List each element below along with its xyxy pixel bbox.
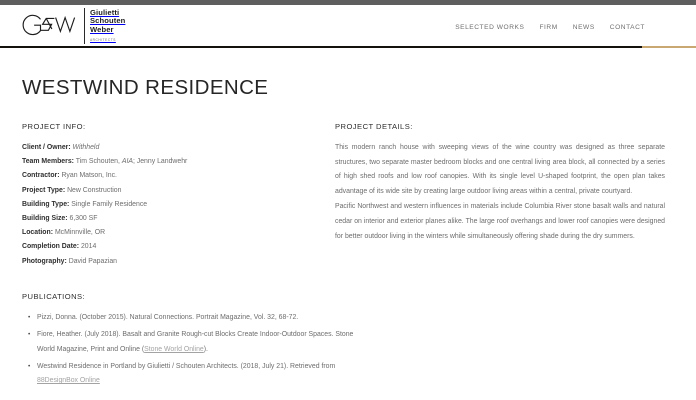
project-info-label: Building Size: <box>22 215 68 223</box>
header-divider-dark-segment <box>0 46 642 48</box>
logo-wordmark <box>84 8 125 44</box>
page-root <box>0 5 696 400</box>
header-divider-accent-segment <box>642 46 696 48</box>
project-info-label: Location: <box>22 229 54 237</box>
project-info-value: 2014 <box>80 243 97 251</box>
project-info-section <box>22 122 322 269</box>
gsw-monogram-icon <box>21 8 79 45</box>
main-content <box>0 55 696 392</box>
project-info-value: Ryan Matson, Inc. <box>61 172 117 180</box>
project-info-value: Single Family Residence <box>71 200 148 208</box>
project-info-row <box>22 198 322 212</box>
nav-item-contact[interactable]: CONTACT <box>609 24 645 31</box>
publication-citation-text: Pizzi, Donna. (October 2015). Natural Connections. Portrait Magazine, Vol. 32, 68-72. <box>37 313 299 321</box>
project-info-list <box>22 141 322 269</box>
page-title: WESTWIND RESIDENCE <box>22 76 269 99</box>
publication-item <box>37 311 362 325</box>
project-info-value: New Construction <box>67 186 122 194</box>
project-info-value-emphasis: AIA <box>121 158 133 166</box>
project-details-heading: PROJECT DETAILS: <box>335 122 413 131</box>
publication-citation-text-trailing: ). <box>203 345 208 353</box>
publication-link[interactable]: Stone World Online <box>144 345 204 353</box>
project-info-row <box>22 255 322 269</box>
main-navigation <box>455 24 645 31</box>
project-info-label: Contractor: <box>22 172 60 180</box>
publication-link[interactable]: 88DesignBox Online <box>37 377 100 385</box>
project-info-row <box>22 141 322 155</box>
project-details-body <box>335 141 665 244</box>
project-details-paragraph: This modern ranch house with sweeping views of the wine country was designed as three separate structures, two separate master bedroom blocks and one central living area block, all connected by a series of high shed roofs and low roof canopies. With its single level U-shaped footprint, the open plan takes advantage of its wide site by creating large outdoor living areas within a central, private courtyard. <box>335 144 665 195</box>
info-columns <box>0 100 696 269</box>
logo-tagline: ARCHITECTS <box>90 37 116 42</box>
project-info-row <box>22 240 322 254</box>
site-header <box>0 5 696 45</box>
project-info-label: Completion Date: <box>22 243 80 251</box>
publication-citation-text: Westwind Residence in Portland by Giulietti / Schouten Architects. (2018, July 21). Retrieved from <box>37 363 336 371</box>
logo-name-line-3: Weber <box>90 24 114 34</box>
publications-list <box>22 311 362 389</box>
project-info-label: Building Type: <box>22 200 70 208</box>
logo-name-line-1: Giulietti <box>90 8 120 17</box>
project-info-label: Client / Owner: <box>22 144 71 151</box>
project-info-row <box>22 155 322 169</box>
project-info-row <box>22 184 322 198</box>
project-info-value: McMinnville, OR <box>54 229 106 237</box>
project-info-value: Withheld <box>72 144 100 151</box>
project-info-value: Tim Schouten, AIA; Jenny Landwehr <box>75 158 188 166</box>
nav-item-news[interactable]: NEWS <box>572 24 595 31</box>
publication-item <box>37 328 362 357</box>
header-divider <box>0 46 696 48</box>
project-details-paragraph: Pacific Northwest and western influences in materials include Columbia River stone basalt walls and natural cedar on interior and exterior planes alike. The large roof overhangs and lower roof canopies were designed for better outdoor living in the winters while simultaneously offering shade during the dry summers. <box>335 203 665 240</box>
nav-item-selected-works[interactable]: SELECTED WORKS <box>455 24 525 31</box>
project-info-label: Project Type: <box>22 186 66 194</box>
project-info-label: Photography: <box>22 257 67 265</box>
publications-heading: PUBLICATIONS: <box>22 291 86 301</box>
site-logo[interactable] <box>21 8 125 45</box>
project-details-section <box>335 122 665 269</box>
project-info-value: 6,300 SF <box>69 215 98 223</box>
nav-item-firm[interactable]: FIRM <box>539 24 558 31</box>
logo-name-line-2: Schouten <box>90 16 126 26</box>
publication-item <box>37 360 362 389</box>
publications-section <box>0 292 362 389</box>
publication-citation-text: Fiore, Heather. (July 2018). Basalt and Granite Rough-cut Blocks Create Indoor-Outdoor Spaces. Stone World Magazine, Print and Online ( <box>37 331 354 353</box>
project-info-heading: PROJECT INFO: <box>22 122 86 131</box>
project-info-row <box>22 226 322 240</box>
project-info-row <box>22 169 322 183</box>
project-info-value: David Papazian <box>68 257 117 265</box>
project-info-label: Team Members: <box>22 158 74 166</box>
project-info-row <box>22 212 322 226</box>
